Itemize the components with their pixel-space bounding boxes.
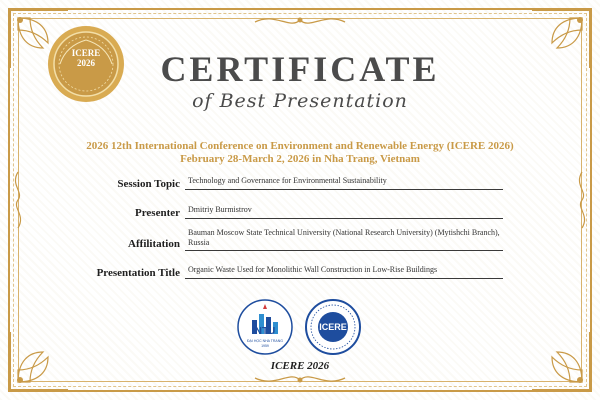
affiliation-value: Bauman Moscow State Technical University (National Research University) (Mytishchi Branch), Russia [188,228,500,247]
session-topic-label: Session Topic [117,178,180,190]
footer-label: ICERE 2026 [270,360,330,372]
left-flourish-icon [10,170,26,230]
conference-logo-icon [304,298,362,356]
presentation-title-line [185,278,503,279]
conference-info [0,140,600,166]
ntu-year: 1959 [261,344,269,348]
conference-name: 2026 12th International Conference on Environment and Renewable Energy (ICERE 2026) [86,140,514,152]
affiliation-label: Affilitation [128,238,180,250]
right-flourish-icon [574,170,590,230]
university-logo-icon [236,298,294,356]
seal-line-2: 2026 [77,58,95,68]
session-topic-value: Technology and Governance for Environmental Sustainability [188,176,387,185]
session-topic-line [185,189,503,190]
presenter-line [185,218,503,219]
presentation-title-value: Organic Waste Used for Monolithic Wall Construction in Low-Rise Buildings [188,265,438,274]
presenter-value: Dmitriy Burmistrov [188,205,252,214]
certificate-title: CERTIFICATE [160,49,440,89]
ntu-letters: NTU [254,326,276,337]
ntu-caption: ĐẠI HỌC NHA TRANG [247,339,283,343]
top-flourish-icon [250,10,350,32]
icere-logo-text: ICERE [319,322,347,332]
corner-ornament-icon [522,322,592,392]
certificate-subtitle: of Best Presentation [192,90,408,112]
presenter-label: Presenter [135,207,180,219]
seal-line-1: ICERE [71,48,101,58]
corner-ornament-icon [8,322,78,392]
conference-dates: February 28-March 2, 2026 in Nha Trang, Vietnam [180,153,420,165]
presentation-title-label: Presentation Title [96,267,180,279]
affiliation-line [185,250,503,251]
